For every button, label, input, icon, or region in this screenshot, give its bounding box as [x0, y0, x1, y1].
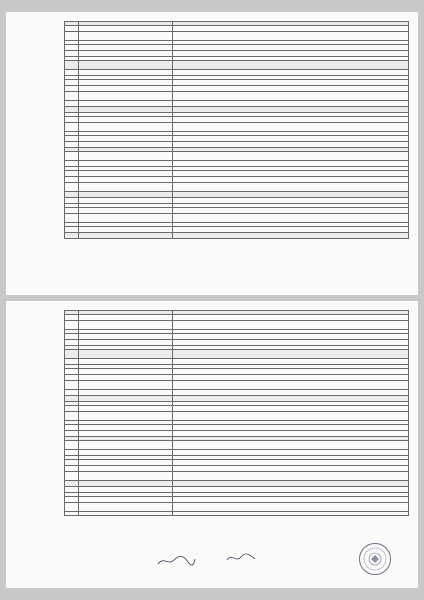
row-number [65, 441, 79, 450]
handwritten-signature [156, 554, 196, 568]
field-label [79, 92, 173, 101]
field-label [79, 472, 173, 481]
page-header [6, 12, 418, 20]
field-value [173, 233, 409, 239]
row-number [65, 61, 79, 70]
table-row [65, 214, 409, 223]
table-row [65, 152, 409, 161]
field-label [79, 233, 173, 239]
field-value [173, 32, 409, 41]
row-number [65, 183, 79, 192]
field-value [173, 512, 409, 516]
row-number [65, 214, 79, 223]
field-value [173, 92, 409, 101]
table-row [65, 412, 409, 421]
field-label [79, 350, 173, 359]
registry-table-body [65, 22, 409, 239]
row-number [65, 123, 79, 132]
row-number [65, 152, 79, 161]
field-value [173, 503, 409, 512]
field-label [79, 152, 173, 161]
field-label [79, 412, 173, 421]
field-label [79, 123, 173, 132]
row-number [65, 321, 79, 330]
row-number [65, 472, 79, 481]
row-number [65, 512, 79, 516]
field-value [173, 350, 409, 359]
table-row [65, 381, 409, 390]
field-value [173, 61, 409, 70]
table-row [65, 61, 409, 70]
page-header [6, 301, 418, 309]
official-seal-icon [358, 542, 392, 576]
field-label [79, 441, 173, 450]
row-number [65, 32, 79, 41]
table-row [65, 321, 409, 330]
table-row [65, 32, 409, 41]
field-label [79, 512, 173, 516]
field-value [173, 412, 409, 421]
handwritten-signature [226, 552, 256, 564]
row-number [65, 350, 79, 359]
field-label [79, 214, 173, 223]
registry-table [64, 310, 409, 516]
table-row [65, 350, 409, 359]
table-row [65, 512, 409, 516]
table-row [65, 233, 409, 239]
row-number [65, 412, 79, 421]
field-value [173, 123, 409, 132]
field-value [173, 321, 409, 330]
field-label [79, 183, 173, 192]
field-label [79, 61, 173, 70]
document-page-2 [6, 301, 418, 588]
field-value [173, 381, 409, 390]
table-row [65, 472, 409, 481]
field-label [79, 321, 173, 330]
field-value [173, 472, 409, 481]
field-value [173, 183, 409, 192]
table-row [65, 183, 409, 192]
row-number [65, 233, 79, 239]
row-number [65, 503, 79, 512]
field-label [79, 503, 173, 512]
field-value [173, 214, 409, 223]
table-row [65, 123, 409, 132]
table-row [65, 503, 409, 512]
field-label [79, 32, 173, 41]
row-number [65, 381, 79, 390]
document-page-1 [6, 12, 418, 295]
row-number [65, 92, 79, 101]
registry-table-body [65, 311, 409, 516]
field-label [79, 381, 173, 390]
table-row [65, 441, 409, 450]
field-value [173, 441, 409, 450]
field-value [173, 152, 409, 161]
registry-table [64, 21, 409, 239]
table-row [65, 92, 409, 101]
